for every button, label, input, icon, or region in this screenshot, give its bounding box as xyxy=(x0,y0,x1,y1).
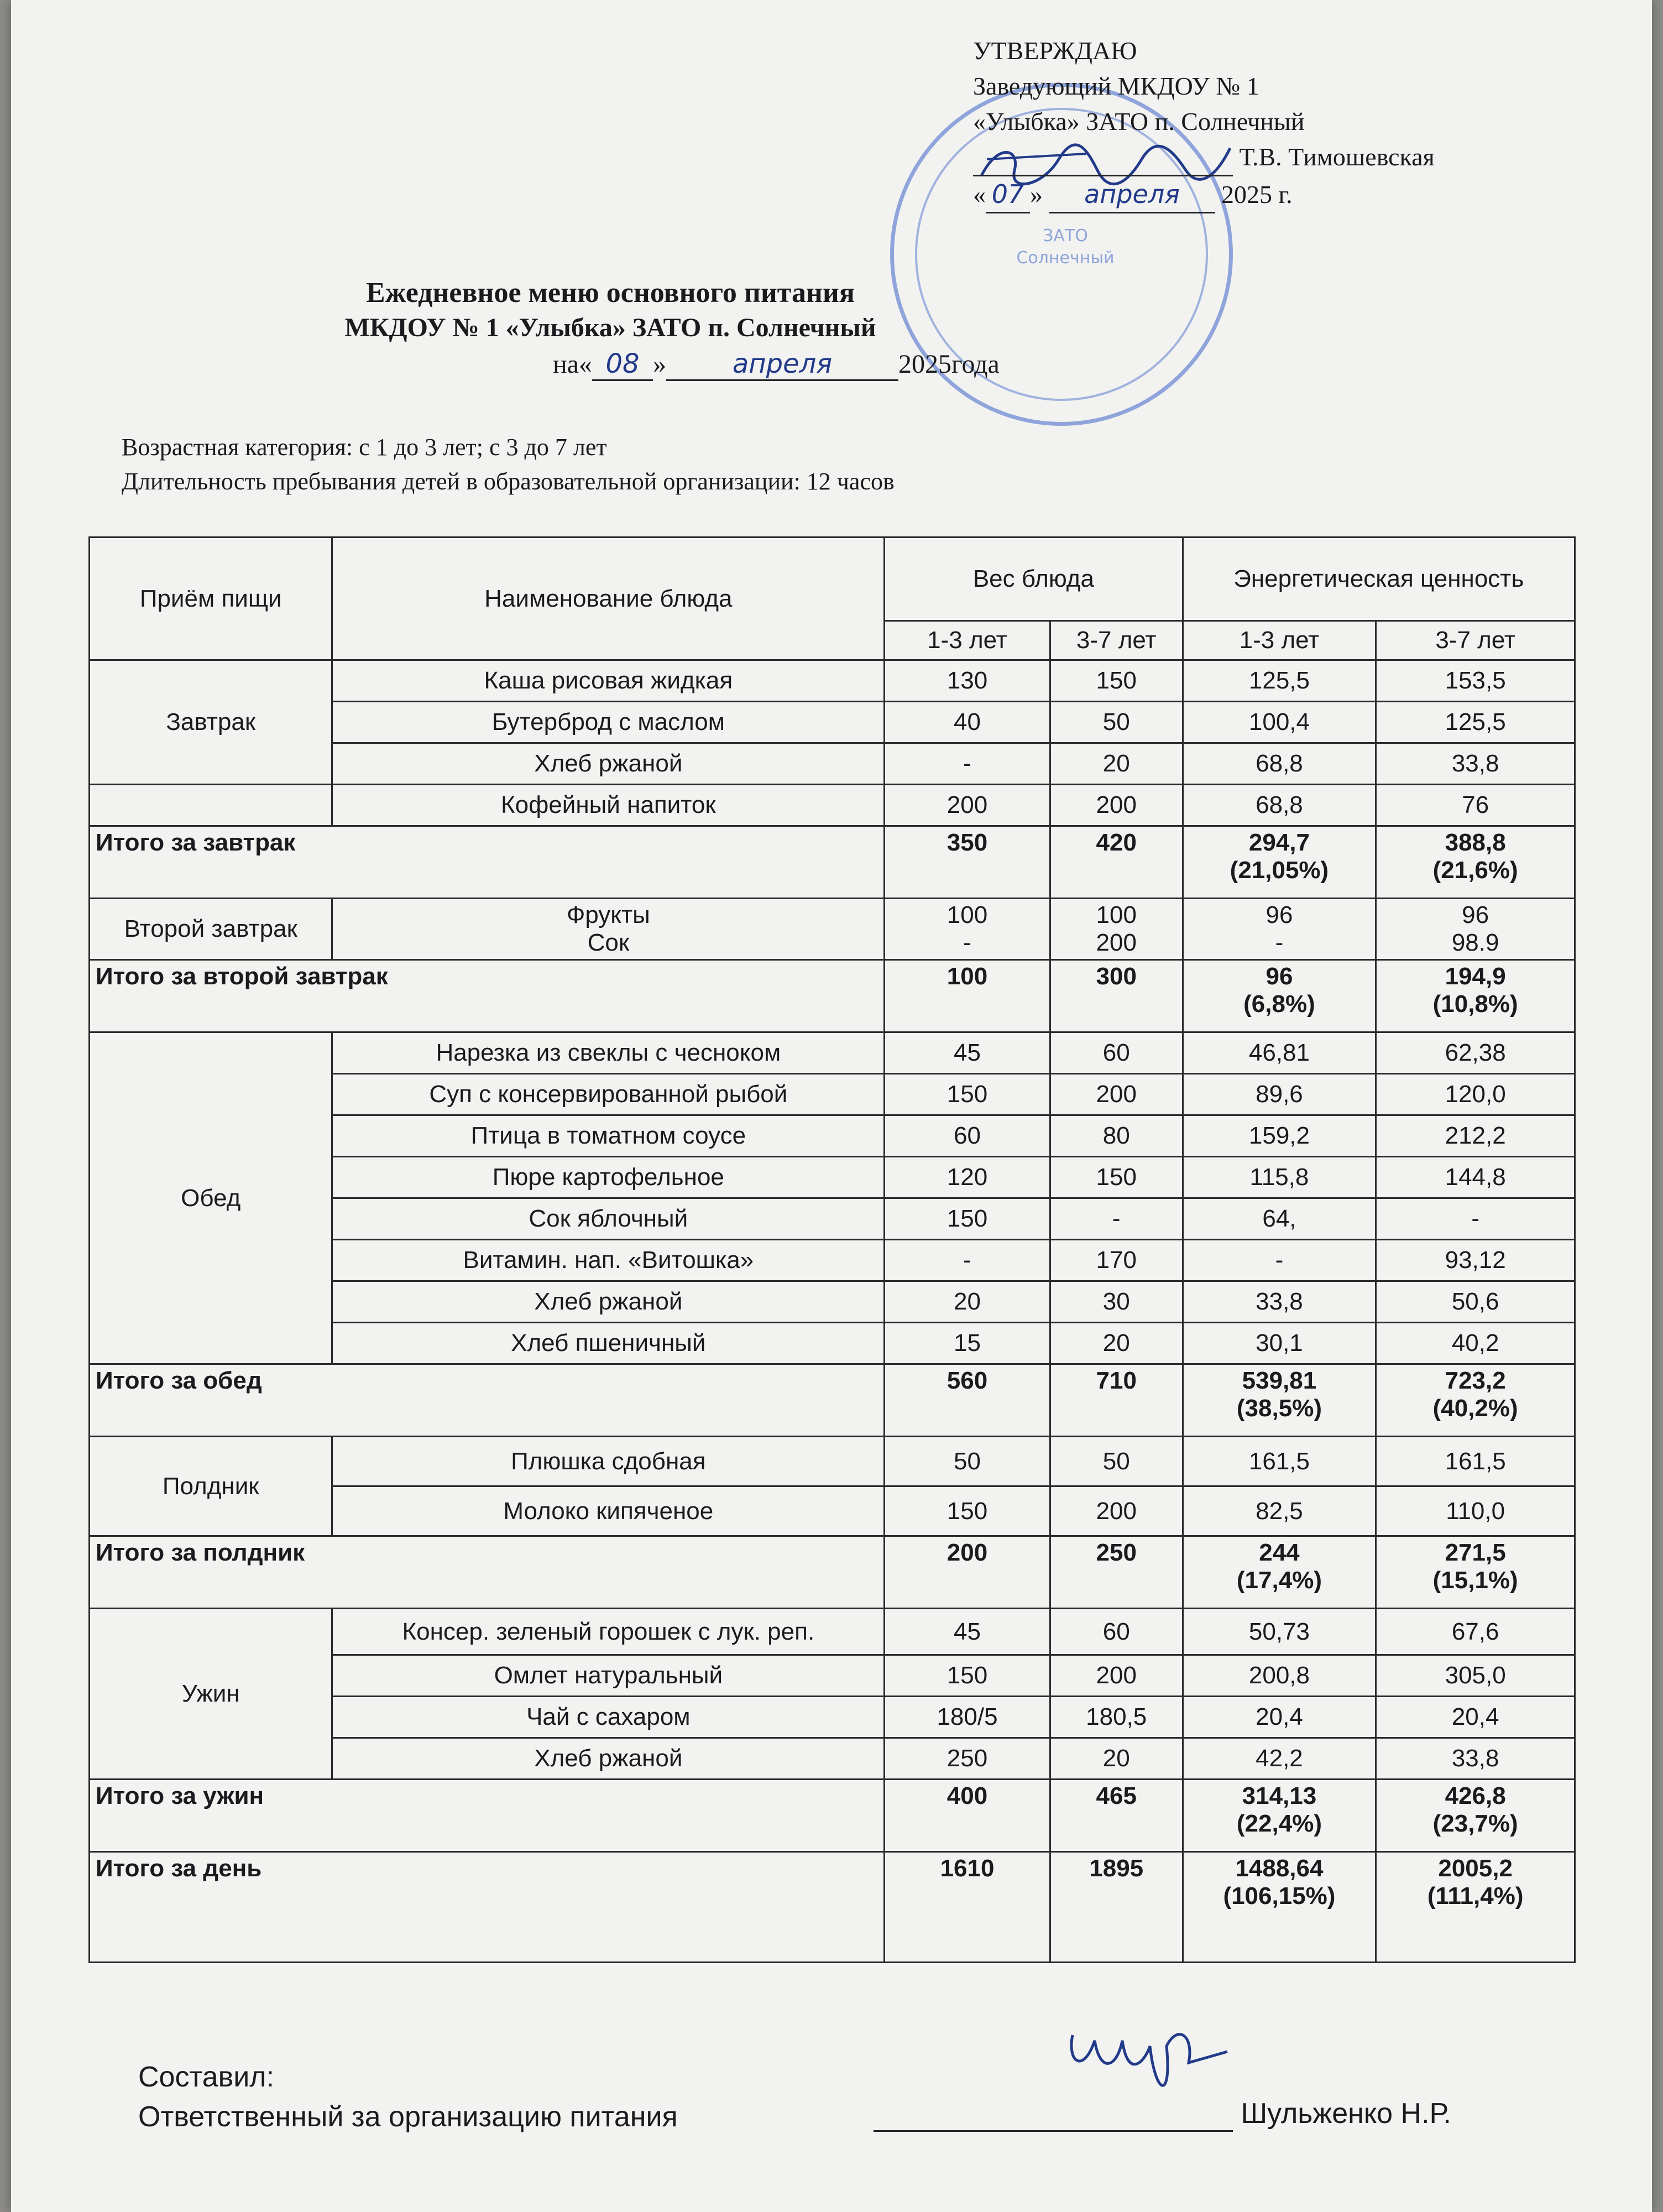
total-energy xyxy=(1376,960,1575,1032)
total-energy-percent: (10,8%) xyxy=(1432,990,1518,1018)
approval-heading: УТВЕРЖДАЮ xyxy=(973,36,1137,65)
table-row xyxy=(90,1609,1575,1655)
total-energy-value: 2005,2 xyxy=(1438,1855,1513,1882)
total-row xyxy=(90,1780,1575,1852)
total-weight: 350 xyxy=(885,826,1050,899)
table-row xyxy=(90,1032,1575,1074)
total-energy-percent: (106,15%) xyxy=(1223,1882,1336,1910)
weight-value: 100 xyxy=(946,901,988,928)
weight-value: 100 xyxy=(1096,901,1137,928)
total-energy-percent: (40,2%) xyxy=(1432,1395,1518,1422)
total-weight: 100 xyxy=(885,960,1050,1032)
responsible-name: Шульженко Н.Р. xyxy=(1241,2098,1451,2130)
energy-cell: 100,4 xyxy=(1183,702,1376,743)
total-weight: 465 xyxy=(1050,1780,1183,1852)
energy-value: 96 xyxy=(1265,901,1293,928)
weight-cell: 50 xyxy=(1050,1437,1183,1486)
weight-cell: - xyxy=(1050,1198,1183,1240)
weight-cell: 20 xyxy=(1050,1323,1183,1364)
total-weight: 420 xyxy=(1050,826,1183,899)
energy-cell: 110,0 xyxy=(1376,1486,1575,1536)
dish-name-2: Сок xyxy=(587,929,630,956)
day-total-row xyxy=(90,1852,1575,1963)
document-page xyxy=(11,0,1652,2212)
energy-cell: 67,6 xyxy=(1376,1609,1575,1655)
weight-cell: 180/5 xyxy=(885,1697,1050,1738)
energy-cell: 212,2 xyxy=(1376,1115,1575,1157)
energy-cell xyxy=(1376,899,1575,960)
age-category: Возрастная категория: с 1 до 3 лет; с 3 до 7 лет xyxy=(122,434,607,461)
total-energy-value: 388,8 xyxy=(1445,829,1506,856)
date-mid: » xyxy=(653,349,666,379)
meal-label: Второй завтрак xyxy=(90,899,332,960)
total-energy xyxy=(1376,1852,1575,1963)
energy-cell: 40,2 xyxy=(1376,1323,1575,1364)
energy-cell: 125,5 xyxy=(1376,702,1575,743)
approval-name: Т.В. Тимошевская xyxy=(1239,143,1435,171)
stay-duration: Длительность пребывания детей в образовательной организации: 12 часов xyxy=(122,468,895,495)
dish-name: Птица в томатном соусе xyxy=(332,1115,885,1157)
composed-label: Составил: xyxy=(138,2061,275,2093)
total-energy-percent: (21,05%) xyxy=(1230,857,1329,884)
weight-cell: 40 xyxy=(885,702,1050,743)
approval-day-open: « xyxy=(973,180,986,208)
total-energy-value: 426,8 xyxy=(1445,1782,1506,1809)
energy-cell: 62,38 xyxy=(1376,1032,1575,1074)
stamp-line-1: ЗАТО xyxy=(1043,226,1088,246)
energy-cell: 89,6 xyxy=(1183,1074,1376,1115)
total-label: Итого за полдник xyxy=(90,1536,885,1609)
footer-block xyxy=(138,2057,678,2137)
total-row xyxy=(90,826,1575,899)
energy-cell: 76 xyxy=(1376,785,1575,826)
weight-cell: 120 xyxy=(885,1157,1050,1198)
total-energy-percent: (23,7%) xyxy=(1432,1810,1518,1837)
total-energy-value: 194,9 xyxy=(1445,963,1506,990)
table-header-row xyxy=(90,538,1575,621)
energy-cell: 33,8 xyxy=(1183,1281,1376,1323)
total-energy xyxy=(1376,1780,1575,1852)
dish-name: Пюре картофельное xyxy=(332,1157,885,1198)
energy-cell: 50,73 xyxy=(1183,1609,1376,1655)
header-age: 1-3 лет xyxy=(1183,621,1376,660)
approval-day: 07 xyxy=(986,176,1030,213)
header-energy: Энергетическая ценность xyxy=(1183,538,1575,621)
weight-cell: 150 xyxy=(885,1198,1050,1240)
total-energy-percent: (111,4%) xyxy=(1427,1882,1524,1910)
weight-cell: 130 xyxy=(885,660,1050,702)
weight-cell: - xyxy=(885,743,1050,785)
dish-name: Суп с консервированной рыбой xyxy=(332,1074,885,1115)
energy-cell: 82,5 xyxy=(1183,1486,1376,1536)
energy-cell: 200,8 xyxy=(1183,1655,1376,1697)
weight-cell: 200 xyxy=(1050,1486,1183,1536)
weight-cell: 200 xyxy=(1050,1074,1183,1115)
table-row xyxy=(90,1437,1575,1486)
meal-label: Обед xyxy=(90,1032,332,1364)
total-energy-percent: (22,4%) xyxy=(1236,1810,1322,1837)
energy-cell: 42,2 xyxy=(1183,1738,1376,1780)
total-energy xyxy=(1376,1536,1575,1609)
weight-cell: 250 xyxy=(885,1738,1050,1780)
dish-name: Плюшка сдобная xyxy=(332,1437,885,1486)
total-energy-value: 244 xyxy=(1259,1539,1300,1566)
total-label: Итого за завтрак xyxy=(90,826,885,899)
weight-cell: 15 xyxy=(885,1323,1050,1364)
total-energy-value: 294,7 xyxy=(1248,829,1310,856)
weight-cell: 60 xyxy=(885,1115,1050,1157)
approval-date-line xyxy=(973,176,1581,213)
total-energy-percent: (38,5%) xyxy=(1236,1395,1322,1422)
total-weight: 400 xyxy=(885,1780,1050,1852)
total-energy-value: 539,81 xyxy=(1242,1367,1317,1394)
energy-cell: 20,4 xyxy=(1376,1697,1575,1738)
energy-cell: - xyxy=(1376,1198,1575,1240)
weight-cell xyxy=(1050,899,1183,960)
energy-value: 98.9 xyxy=(1451,929,1499,956)
weight-value: 200 xyxy=(1096,929,1137,956)
date-prefix: на« xyxy=(553,349,592,379)
weight-cell: 20 xyxy=(1050,743,1183,785)
energy-cell: 50,6 xyxy=(1376,1281,1575,1323)
total-weight: 560 xyxy=(885,1364,1050,1437)
dish-name: Хлеб ржаной xyxy=(332,1738,885,1780)
weight-value: - xyxy=(963,929,971,956)
responsible-label: Ответственный за организацию питания xyxy=(138,2101,678,2133)
dish-name: Хлеб пшеничный xyxy=(332,1323,885,1364)
table-row xyxy=(90,899,1575,960)
energy-cell: 33,8 xyxy=(1376,743,1575,785)
energy-cell: 30,1 xyxy=(1183,1323,1376,1364)
weight-cell: 150 xyxy=(885,1074,1050,1115)
weight-cell: 200 xyxy=(1050,785,1183,826)
energy-cell: 144,8 xyxy=(1376,1157,1575,1198)
dish-name: Нарезка из свеклы с чесноком xyxy=(332,1032,885,1074)
energy-cell: 46,81 xyxy=(1183,1032,1376,1074)
total-energy-value: 271,5 xyxy=(1445,1539,1506,1566)
signature-line xyxy=(874,2097,1233,2132)
weight-cell: 20 xyxy=(1050,1738,1183,1780)
approval-day-close: » xyxy=(1030,180,1043,208)
weight-cell: 150 xyxy=(1050,660,1183,702)
total-energy-percent: (21,6%) xyxy=(1432,857,1518,884)
total-row xyxy=(90,1364,1575,1437)
weight-cell: 150 xyxy=(1050,1157,1183,1198)
header-age: 1-3 лет xyxy=(885,621,1050,660)
weight-cell: 180,5 xyxy=(1050,1697,1183,1738)
energy-cell: 68,8 xyxy=(1183,743,1376,785)
weight-cell: 200 xyxy=(1050,1655,1183,1697)
energy-cell: - xyxy=(1183,1240,1376,1281)
weight-cell: 60 xyxy=(1050,1032,1183,1074)
total-label: Итого за ужин xyxy=(90,1780,885,1852)
total-weight: 1895 xyxy=(1050,1852,1183,1963)
weight-cell: 170 xyxy=(1050,1240,1183,1281)
energy-cell: 120,0 xyxy=(1376,1074,1575,1115)
energy-value: - xyxy=(1275,929,1284,956)
energy-cell: 153,5 xyxy=(1376,660,1575,702)
header-age: 3-7 лет xyxy=(1376,621,1575,660)
total-weight: 1610 xyxy=(885,1852,1050,1963)
total-energy xyxy=(1183,1852,1376,1963)
energy-cell xyxy=(1183,899,1376,960)
responsible-signature xyxy=(1061,2013,1238,2107)
meal-label: Ужин xyxy=(90,1609,332,1780)
approval-month: апреля xyxy=(1049,176,1215,213)
energy-cell: 159,2 xyxy=(1183,1115,1376,1157)
info-block xyxy=(122,430,895,499)
total-row xyxy=(90,960,1575,1032)
weight-cell: 60 xyxy=(1050,1609,1183,1655)
dish-name: Молоко кипяченое xyxy=(332,1486,885,1536)
energy-cell: 20,4 xyxy=(1183,1697,1376,1738)
table-row xyxy=(90,660,1575,702)
date-suffix: 2025года xyxy=(898,349,1000,379)
footer-signature-line xyxy=(874,2097,1451,2132)
weight-cell: 150 xyxy=(885,1486,1050,1536)
total-energy xyxy=(1376,1364,1575,1437)
total-energy-percent: (17,4%) xyxy=(1236,1567,1322,1594)
energy-cell: 93,12 xyxy=(1376,1240,1575,1281)
total-energy-value: 723,2 xyxy=(1445,1367,1506,1394)
energy-cell: 115,8 xyxy=(1183,1157,1376,1198)
total-label: Итого за день xyxy=(90,1852,885,1963)
weight-cell: 50 xyxy=(885,1437,1050,1486)
approval-org: «Улыбка» ЗАТО п. Солнечный xyxy=(973,107,1305,135)
total-energy xyxy=(1183,826,1376,899)
weight-cell: 80 xyxy=(1050,1115,1183,1157)
weight-cell: 45 xyxy=(885,1609,1050,1655)
total-energy xyxy=(1183,960,1376,1032)
energy-cell: 161,5 xyxy=(1376,1437,1575,1486)
dish-name: Бутерброд с маслом xyxy=(332,702,885,743)
dish-name: Каша рисовая жидкая xyxy=(332,660,885,702)
dish-name: Кофейный напиток xyxy=(332,785,885,826)
meal-label: Завтрак xyxy=(90,660,332,785)
date-day: 08 xyxy=(592,348,653,381)
table-row xyxy=(90,785,1575,826)
energy-cell: 305,0 xyxy=(1376,1655,1575,1697)
weight-cell xyxy=(885,899,1050,960)
weight-cell: 45 xyxy=(885,1032,1050,1074)
energy-cell: 161,5 xyxy=(1183,1437,1376,1486)
dish-name xyxy=(332,899,885,960)
total-weight: 300 xyxy=(1050,960,1183,1032)
dish-name: Чай с сахаром xyxy=(332,1697,885,1738)
total-weight: 200 xyxy=(885,1536,1050,1609)
total-energy-value: 1488,64 xyxy=(1235,1855,1324,1882)
dish-name: Сок яблочный xyxy=(332,1198,885,1240)
total-energy xyxy=(1183,1780,1376,1852)
dish-name-1: Фрукты xyxy=(566,901,650,928)
approval-year: 2025 г. xyxy=(1221,180,1293,208)
weight-cell: - xyxy=(885,1240,1050,1281)
weight-cell: 20 xyxy=(885,1281,1050,1323)
menu-table xyxy=(88,536,1576,1963)
total-label: Итого за второй завтрак xyxy=(90,960,885,1032)
total-weight: 250 xyxy=(1050,1536,1183,1609)
weight-cell: 30 xyxy=(1050,1281,1183,1323)
total-energy-percent: (6,8%) xyxy=(1243,990,1315,1018)
total-energy xyxy=(1183,1536,1376,1609)
menu-date xyxy=(553,348,1000,381)
dish-name: Хлеб ржаной xyxy=(332,743,885,785)
total-energy xyxy=(1183,1364,1376,1437)
energy-cell: 125,5 xyxy=(1183,660,1376,702)
meal-label-empty xyxy=(90,785,332,826)
total-energy-percent: (15,1%) xyxy=(1432,1567,1518,1594)
header-age: 3-7 лет xyxy=(1050,621,1183,660)
weight-cell: 150 xyxy=(885,1655,1050,1697)
dish-name: Консер. зеленый горошек с лук. реп. xyxy=(332,1609,885,1655)
energy-value: 96 xyxy=(1462,901,1489,928)
total-energy-value: 96 xyxy=(1265,963,1293,990)
page-title: Ежедневное меню основного питания xyxy=(365,277,855,309)
page-subtitle: МКДОУ № 1 «Улыбка» ЗАТО п. Солнечный xyxy=(344,313,876,342)
dish-name: Хлеб ржаной xyxy=(332,1281,885,1323)
header-meal: Приём пищи xyxy=(90,538,332,660)
stamp-text xyxy=(1010,225,1121,269)
energy-cell: 68,8 xyxy=(1183,785,1376,826)
dish-name: Омлет натуральный xyxy=(332,1655,885,1697)
total-row xyxy=(90,1536,1575,1609)
stamp-line-2: Солнечный xyxy=(1016,248,1115,268)
meal-label: Полдник xyxy=(90,1437,332,1536)
signature-line xyxy=(973,139,1233,176)
dish-name: Витамин. нап. «Витошка» xyxy=(332,1240,885,1281)
total-weight: 710 xyxy=(1050,1364,1183,1437)
date-month: апреля xyxy=(666,348,898,381)
header-weight: Вес блюда xyxy=(885,538,1183,621)
energy-cell: 64, xyxy=(1183,1198,1376,1240)
approval-block xyxy=(973,33,1581,213)
approval-position: Заведующий МКДОУ № 1 xyxy=(973,72,1259,100)
energy-cell: 33,8 xyxy=(1376,1738,1575,1780)
total-energy-value: 314,13 xyxy=(1242,1782,1317,1809)
header-dish: Наименование блюда xyxy=(332,538,885,660)
total-label: Итого за обед xyxy=(90,1364,885,1437)
weight-cell: 200 xyxy=(885,785,1050,826)
weight-cell: 50 xyxy=(1050,702,1183,743)
total-energy xyxy=(1376,826,1575,899)
approval-name-line xyxy=(973,139,1581,176)
